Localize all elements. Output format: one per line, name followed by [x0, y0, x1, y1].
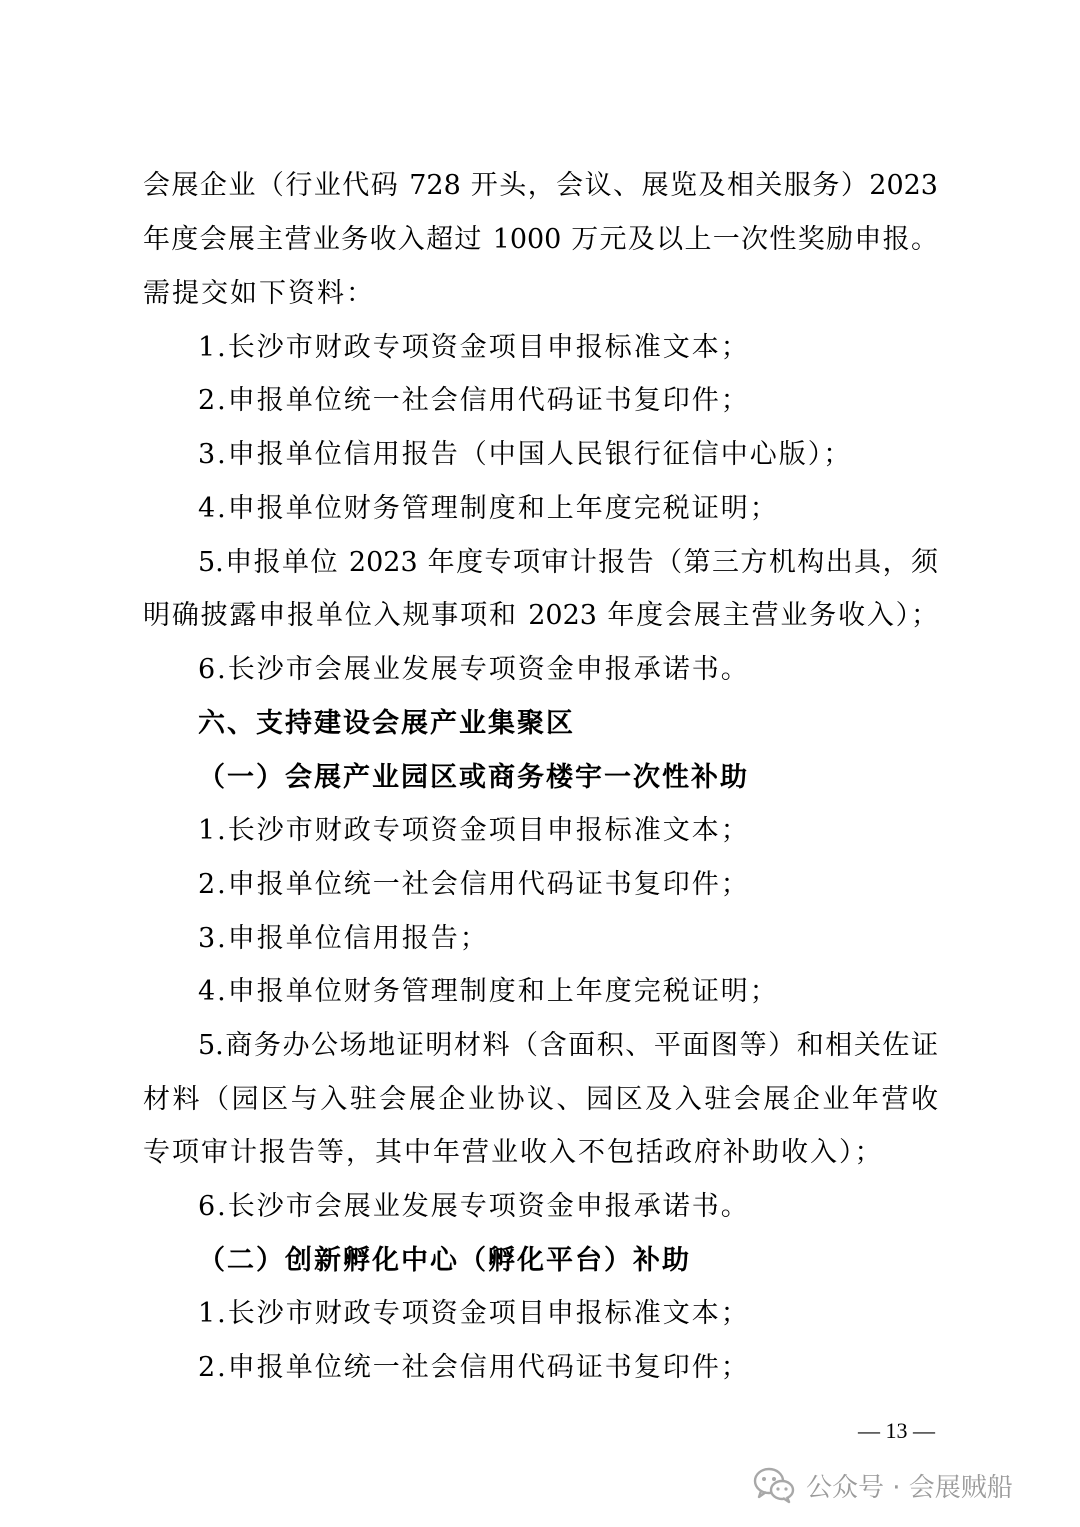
list-item: 1.长沙市财政专项资金项目申报标准文本； — [198, 1298, 750, 1329]
paragraph-line-2: 年度会展主营业务收入超过 1000 万元及以上一次性奖励申报。 — [143, 224, 938, 255]
list-item-continuation: 材料（园区与入驻会展企业协议、园区及入驻会展企业年营收 — [143, 1084, 938, 1115]
list-item: 1.长沙市财政专项资金项目申报标准文本； — [198, 332, 750, 363]
list-item: 4.申报单位财务管理制度和上年度完税证明； — [198, 976, 779, 1007]
subsection-heading: （一）会展产业园区或商务楼宇一次性补助 — [198, 762, 749, 793]
paragraph-line-1: 会展企业（行业代码 728 开头，会议、展览及相关服务）2023 — [143, 170, 938, 201]
paragraph-line-3: 需提交如下资料： — [143, 278, 375, 309]
wechat-icon — [752, 1465, 796, 1505]
list-item: 3.申报单位信用报告； — [198, 923, 489, 954]
list-item: 5.商务办公场地证明材料（含面积、平面图等）和相关佐证 — [198, 1030, 938, 1061]
subsection-heading: （二）创新孵化中心（孵化平台）补助 — [198, 1245, 691, 1276]
section-heading: 六、支持建设会展产业集聚区 — [198, 708, 575, 739]
watermark — [752, 1460, 1013, 1510]
watermark-text: 公众号 · 会展贼船 — [806, 1472, 1013, 1503]
list-item: 6.长沙市会展业发展专项资金申报承诺书。 — [198, 1191, 750, 1222]
page-number: — 13 — — [858, 1418, 935, 1443]
list-item-continuation: 专项审计报告等，其中年营业收入不包括政府补助收入）； — [143, 1137, 884, 1168]
list-item: 4.申报单位财务管理制度和上年度完税证明； — [198, 493, 779, 524]
list-item: 2.申报单位统一社会信用代码证书复印件； — [198, 1352, 750, 1383]
list-item-continuation: 明确披露申报单位入规事项和 2023 年度会展主营业务收入）； — [143, 600, 938, 631]
list-item: 6.长沙市会展业发展专项资金申报承诺书。 — [198, 654, 750, 685]
list-item: 2.申报单位统一社会信用代码证书复印件； — [198, 869, 750, 900]
list-item: 1.长沙市财政专项资金项目申报标准文本； — [198, 815, 750, 846]
list-item: 3.申报单位信用报告（中国人民银行征信中心版）； — [198, 439, 853, 470]
list-item: 5.申报单位 2023 年度专项审计报告（第三方机构出具，须 — [198, 547, 938, 578]
list-item: 2.申报单位统一社会信用代码证书复印件； — [198, 385, 750, 416]
